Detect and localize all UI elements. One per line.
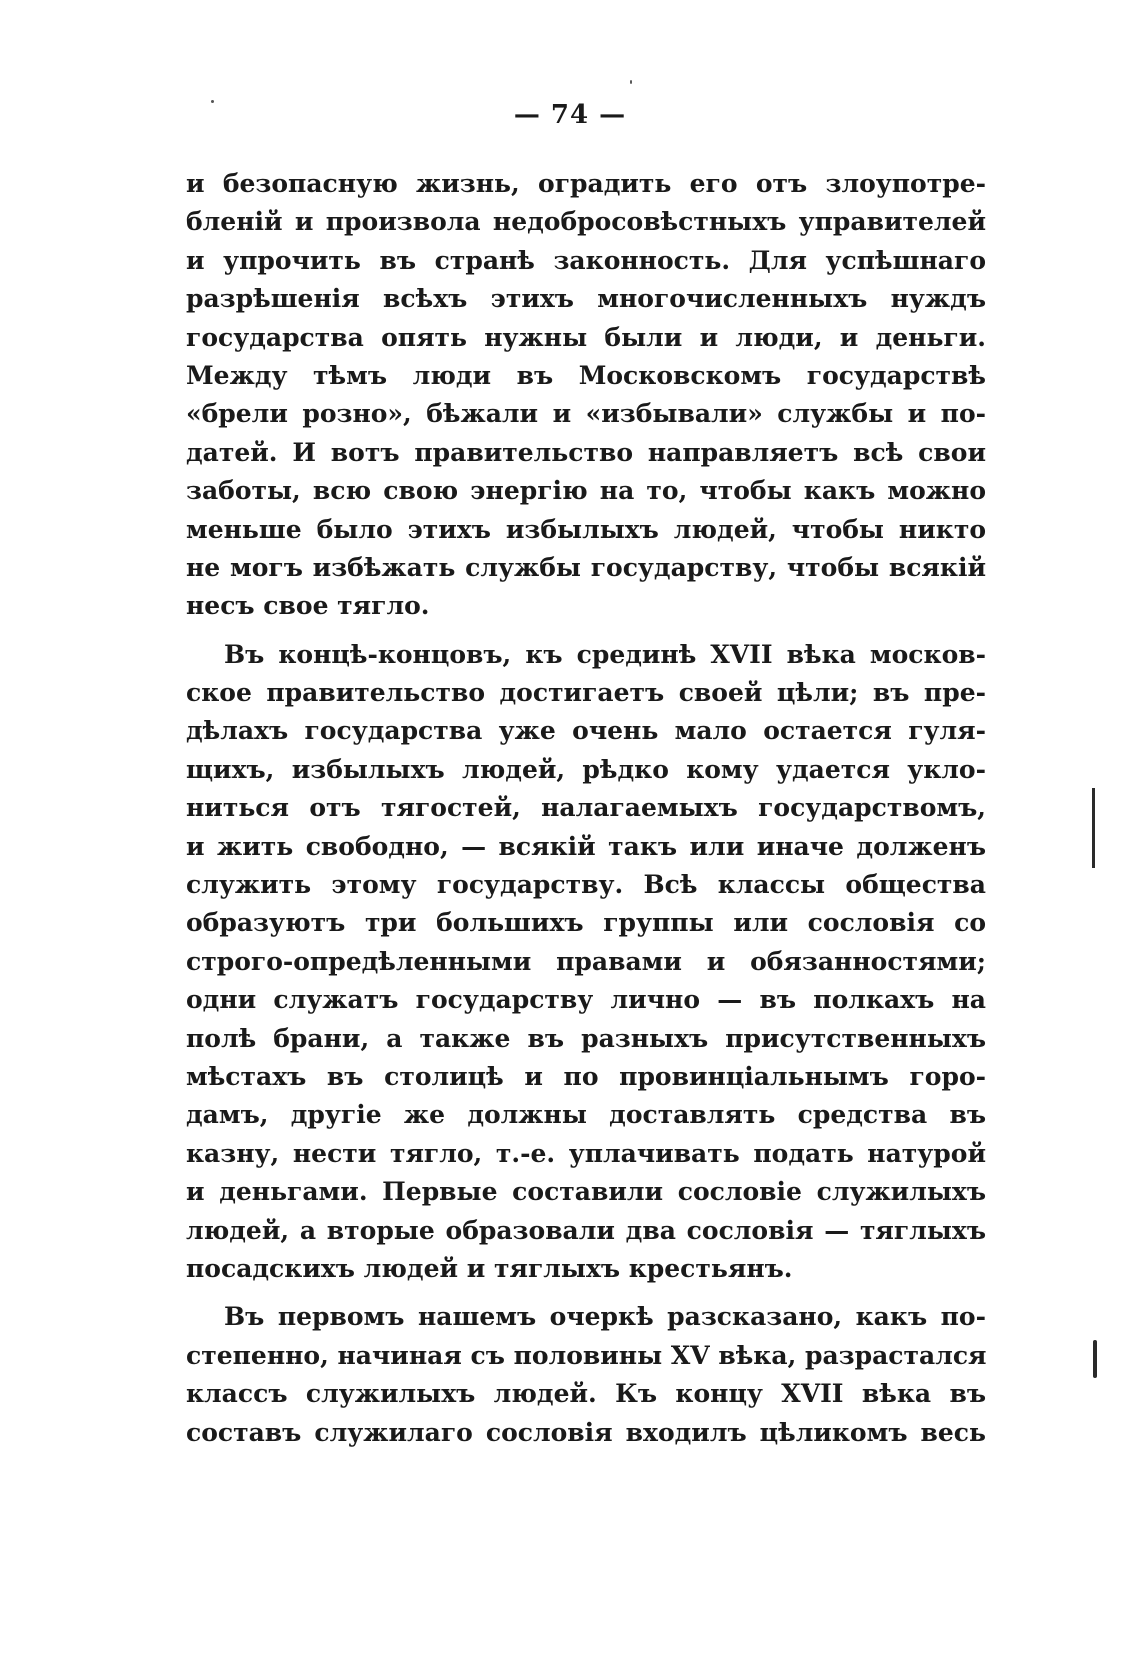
scan-speck	[211, 100, 214, 103]
scan-artifact	[1093, 1340, 1097, 1378]
text-line: государства опять нужны были и люди, и деньги.	[186, 322, 986, 352]
text-line: строго-опредѣленными правами и обязанностями;	[186, 946, 986, 976]
text-line: классъ служилыхъ людей. Къ концу XVII вѣка въ	[186, 1379, 986, 1409]
text-line: дамъ, другіе же должны доставлять средства въ	[186, 1100, 986, 1130]
text-line: датей. И вотъ правительство направляетъ всѣ свои	[186, 437, 986, 467]
text-line: одни служатъ государству лично — въ полкахъ на	[186, 985, 986, 1015]
text-line: мѣстахъ въ столицѣ и по провинціальнымъ горо-	[186, 1061, 986, 1091]
text-line: и упрочить въ странѣ законность. Для успѣшнаго	[186, 245, 986, 275]
text-line: и деньгами. Первые составили сословіе служилыхъ	[186, 1177, 986, 1207]
text-line: Между тѣмъ люди въ Московскомъ государствѣ	[186, 360, 986, 390]
text-line: бленій и произвола недобросовѣстныхъ управителей	[186, 207, 986, 237]
text-line: Въ концѣ-концовъ, къ срединѣ XVII вѣка москов-	[224, 639, 986, 669]
text-line: степенно, начиная съ половины XV вѣка, разрастался	[186, 1340, 987, 1370]
text-line: составъ служилаго сословія входилъ цѣликомъ весь	[186, 1417, 986, 1447]
text-line: образуютъ три большихъ группы или сословія со	[186, 908, 986, 938]
text-line: щихъ, избылыхъ людей, рѣдко кому удается укло-	[186, 754, 986, 784]
text-line: меньше было этихъ избылыхъ людей, чтобы никто	[186, 514, 986, 544]
scan-artifact	[1092, 788, 1095, 868]
text-line: посадскихъ людей и тяглыхъ крестьянъ.	[186, 1253, 793, 1283]
text-line: людей, а вторые образовали два сословія — тяглыхъ	[186, 1215, 986, 1245]
paragraph	[186, 1298, 986, 1452]
body-text	[186, 165, 986, 1452]
page-number: — 74 —	[513, 100, 627, 130]
text-line: разрѣшенія всѣхъ этихъ многочисленныхъ нуждъ	[186, 284, 986, 314]
text-line: несъ свое тягло.	[186, 591, 430, 621]
paragraph	[186, 165, 986, 626]
text-line: Въ первомъ нашемъ очеркѣ разсказано, какъ по-	[224, 1302, 986, 1332]
text-line: ниться отъ тягостей, налагаемыхъ государствомъ,	[186, 793, 986, 823]
text-line: полѣ брани, а также въ разныхъ присутственныхъ	[186, 1023, 986, 1053]
text-line: «брели розно», бѣжали и «избывали» службы и по-	[186, 399, 986, 429]
paragraph	[186, 636, 986, 1289]
scan-speck	[630, 80, 632, 84]
text-line: заботы, всю свою энергію на то, чтобы какъ можно	[186, 476, 986, 506]
text-line: дѣлахъ государства уже очень мало остается гуля-	[186, 716, 986, 746]
text-line: и безопасную жизнь, оградить его отъ злоупотре-	[186, 169, 986, 198]
text-line: ское правительство достигаетъ своей цѣли; въ пре-	[186, 678, 986, 708]
text-line: служить этому государству. Всѣ классы общества	[186, 870, 986, 900]
text-line: не могъ избѣжать службы государству, чтобы всякій	[186, 552, 986, 582]
text-line: и жить свободно, — всякій такъ или иначе долженъ	[186, 831, 986, 861]
text-line: казну, нести тягло, т.-е. уплачивать подать натурой	[186, 1138, 986, 1168]
